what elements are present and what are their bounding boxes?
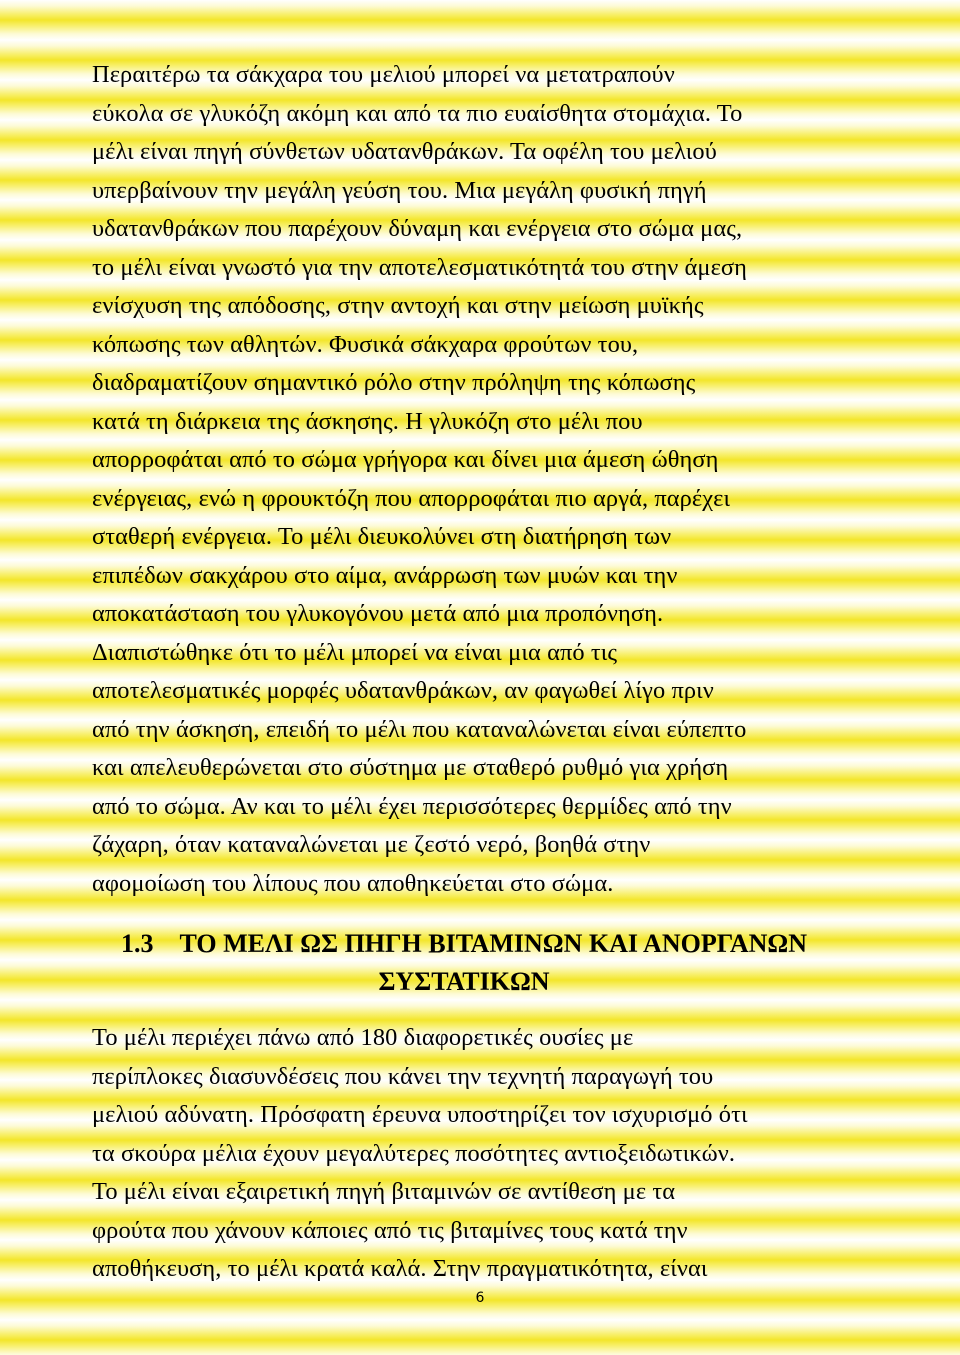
- text-line: από την άσκηση, επειδή το μέλι που καταναλώνεται είναι εύπεπτο: [92, 715, 747, 743]
- text-line: Το μέλι περιέχει πάνω από 180 διαφορετικές ουσίες με: [92, 1024, 634, 1051]
- text-line: επιπέδων σακχάρου στο αίμα, ανάρρωση των μυών και την: [92, 561, 678, 589]
- text-line: ενέργειας, ενώ η φρουκτόζη που απορροφάται πιο αργά, παρέχει: [92, 484, 731, 512]
- text-line: κατά τη διάρκεια της άσκησης. Η γλυκόζη στο μέλι που: [92, 407, 643, 435]
- section-title: ΤΟ ΜΕΛΙ ΩΣ ΠΗΓΗ ΒΙΤΑΜΙΝΩΝ ΚΑΙ ΑΝΟΡΓΑΝΩΝ: [179, 929, 807, 958]
- section-heading: [92, 925, 872, 1001]
- text-line: Το μέλι είναι εξαιρετική πηγή βιταμινών σε αντίθεση με τα: [92, 1178, 676, 1205]
- text-line: από το σώμα. Αν και το μέλι έχει περισσότερες θερμίδες από την: [92, 792, 732, 820]
- section-number: 1.3: [121, 929, 154, 958]
- text-line: υπερβαίνουν την μεγάλη γεύση του. Μια μεγάλη φυσική πηγή: [92, 176, 707, 204]
- text-line: Περαιτέρω τα σάκχαρα του μελιού μπορεί να μετατραπούν: [92, 61, 675, 88]
- page-number: 6: [475, 1290, 485, 1306]
- text-line: περίπλοκες διασυνδέσεις που κάνει την τεχνητή παραγωγή του: [92, 1062, 714, 1090]
- text-line: απορροφάται από το σώμα γρήγορα και δίνει μια άμεση ώθηση: [92, 446, 719, 473]
- text-line: ζάχαρη, όταν καταναλώνεται με ζεστό νερό, βοηθά στην: [92, 831, 651, 858]
- text-line: τα σκούρα μέλια έχουν μεγαλύτερες ποσότητες αντιοξειδωτικών.: [92, 1139, 736, 1167]
- text-line: μελιού αδύνατη. Πρόσφατη έρευνα υποστηρίζει τον ισχυρισμό ότι: [92, 1101, 748, 1128]
- text-line: μέλι είναι πηγή σύνθετων υδατανθράκων. Τα οφέλη του μελιού: [92, 138, 717, 165]
- text-line: αφομοίωση του λίπους που αποθηκεύεται στο σώμα.: [92, 869, 614, 897]
- text-line: το μέλι είναι γνωστό για την αποτελεσματικότητά του στην άμεση: [92, 253, 748, 281]
- section-title-continuation: ΣΥΣΤΑΤΙΚΩΝ: [378, 967, 550, 996]
- text-line: και απελευθερώνεται στο σύστημα με σταθερό ρυθμό για χρήση: [92, 754, 729, 781]
- paragraph-energy: [92, 56, 872, 903]
- text-line: υδατανθράκων που παρέχουν δύναμη και ενέργεια στο σώμα μας,: [92, 215, 743, 242]
- text-line: εύκολα σε γλυκόζη ακόμη και από τα πιο ευαίσθητα στομάχια. Το: [92, 99, 743, 127]
- text-line: αποτελεσματικές μορφές υδατανθράκων, αν φαγωθεί λίγο πριν: [92, 677, 714, 704]
- text-line: σταθερή ενέργεια. Το μέλι διευκολύνει στη διατήρηση των: [92, 523, 672, 550]
- text-line: διαδραματίζουν σημαντικό ρόλο στην πρόληψη της κόπωσης: [92, 369, 696, 396]
- section-heading-line-1: [92, 925, 836, 963]
- text-line: αποθήκευση, το μέλι κρατά καλά. Στην πραγματικότητα, είναι: [92, 1255, 708, 1282]
- text-line: φρούτα που χάνουν κάποιες από τις βιταμίνες τους κατά την: [92, 1216, 688, 1244]
- document-page: [92, 56, 872, 1289]
- text-line: Διαπιστώθηκε ότι το μέλι μπορεί να είναι μια από τις: [92, 638, 618, 666]
- text-line: ενίσχυση της απόδοσης, στην αντοχή και στην μείωση μυϊκής: [92, 292, 704, 319]
- text-line: κόπωσης των αθλητών. Φυσικά σάκχαρα φρούτων του,: [92, 330, 639, 358]
- text-line: αποκατάσταση του γλυκογόνου μετά από μια προπόνηση.: [92, 600, 664, 627]
- paragraph-vitamins: [92, 1019, 872, 1289]
